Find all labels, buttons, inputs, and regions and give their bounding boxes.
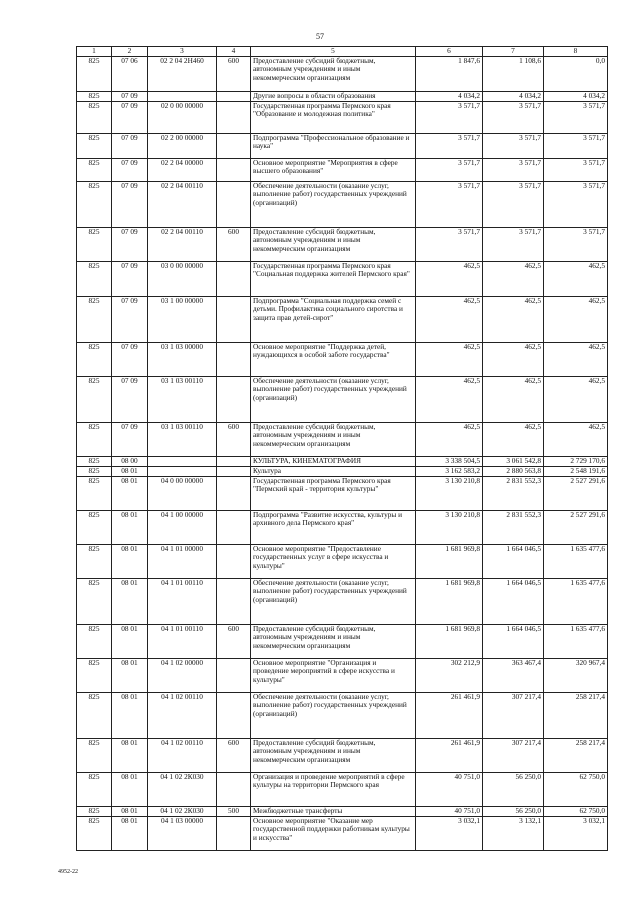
table-row	[77, 578, 608, 624]
expense-type-code: 600	[217, 738, 251, 772]
expense-type-code	[217, 466, 251, 476]
section-code: 07 09	[112, 261, 148, 296]
column-header: 8	[544, 47, 608, 57]
item-name: Основное мероприятие "Организация и проведение мероприятий в сфере искусства и культуры"	[251, 658, 416, 692]
amount-year-3: 62 750,0	[544, 772, 608, 806]
amount-year-2: 462,5	[483, 422, 544, 456]
table-row	[77, 658, 608, 692]
target-article-code: 02 2 04 00110	[148, 227, 217, 261]
ministry-code: 825	[77, 658, 112, 692]
item-name: Предоставление субсидий бюджетным, автономным учреждениям и иным некоммерческим организациям	[251, 422, 416, 456]
expense-type-code	[217, 376, 251, 422]
section-code: 08 01	[112, 692, 148, 738]
target-article-code: 04 1 01 00110	[148, 578, 217, 624]
target-article-code: 04 1 01 00000	[148, 544, 217, 578]
target-article-code: 03 1 03 00000	[148, 342, 217, 376]
amount-year-3: 462,5	[544, 342, 608, 376]
item-name: Обеспечение деятельности (оказание услуг, выполнение работ) государственных учреждений (организаций)	[251, 376, 416, 422]
amount-year-1: 1 847,6	[416, 56, 483, 91]
table-row	[77, 158, 608, 181]
section-code: 07 09	[112, 133, 148, 158]
amount-year-1: 3 571,7	[416, 181, 483, 227]
amount-year-2: 1 664 046,5	[483, 578, 544, 624]
amount-year-2: 3 571,7	[483, 133, 544, 158]
column-header: 2	[112, 47, 148, 57]
ministry-code: 825	[77, 181, 112, 227]
amount-year-3: 2 527 291,6	[544, 476, 608, 510]
item-name: Предоставление субсидий бюджетным, автономным учреждениям и иным некоммерческим организациям	[251, 227, 416, 261]
section-code: 07 09	[112, 376, 148, 422]
section-code: 08 01	[112, 772, 148, 806]
section-code: 07 09	[112, 101, 148, 133]
amount-year-1: 3 130 210,8	[416, 510, 483, 544]
amount-year-2: 3 061 542,8	[483, 456, 544, 466]
table-row	[77, 772, 608, 806]
amount-year-1: 261 461,9	[416, 692, 483, 738]
ministry-code: 825	[77, 342, 112, 376]
table-row	[77, 456, 608, 466]
expense-type-code: 600	[217, 227, 251, 261]
target-article-code: 04 0 00 00000	[148, 476, 217, 510]
target-article-code: 03 1 00 00000	[148, 296, 217, 342]
section-code: 08 01	[112, 476, 148, 510]
amount-year-3: 3 571,7	[544, 158, 608, 181]
amount-year-2: 363 467,4	[483, 658, 544, 692]
expense-type-code	[217, 544, 251, 578]
ministry-code: 825	[77, 91, 112, 101]
target-article-code: 04 1 02 2К030	[148, 772, 217, 806]
expense-type-code	[217, 101, 251, 133]
section-code: 08 00	[112, 456, 148, 466]
section-code: 07 09	[112, 342, 148, 376]
amount-year-2: 3 571,7	[483, 158, 544, 181]
amount-year-1: 302 212,9	[416, 658, 483, 692]
expense-type-code	[217, 342, 251, 376]
ministry-code: 825	[77, 772, 112, 806]
amount-year-3: 3 032,1	[544, 816, 608, 850]
amount-year-1: 462,5	[416, 296, 483, 342]
item-name: Межбюджетные трансферты	[251, 806, 416, 816]
item-name: Другие вопросы в области образования	[251, 91, 416, 101]
target-article-code: 02 2 04 2Н460	[148, 56, 217, 91]
amount-year-1: 3 032,1	[416, 816, 483, 850]
target-article-code: 04 1 00 00000	[148, 510, 217, 544]
expense-type-code	[217, 816, 251, 850]
ministry-code: 825	[77, 816, 112, 850]
footer-code: 4952-22	[58, 869, 78, 875]
item-name: Предоставление субсидий бюджетным, автономным учреждениям и иным некоммерческим организациям	[251, 738, 416, 772]
amount-year-2: 3 132,1	[483, 816, 544, 850]
expense-type-code: 500	[217, 806, 251, 816]
amount-year-2: 307 217,4	[483, 738, 544, 772]
target-article-code: 04 1 03 00000	[148, 816, 217, 850]
page-number: 57	[316, 32, 324, 41]
column-header: 7	[483, 47, 544, 57]
amount-year-3: 258 217,4	[544, 738, 608, 772]
amount-year-3: 462,5	[544, 261, 608, 296]
table-row	[77, 101, 608, 133]
table-row	[77, 816, 608, 850]
expense-type-code: 600	[217, 422, 251, 456]
ministry-code: 825	[77, 158, 112, 181]
target-article-code	[148, 91, 217, 101]
amount-year-3: 2 527 291,6	[544, 510, 608, 544]
item-name: Основное мероприятие "Поддержка детей, нуждающихся в особой заботе государства"	[251, 342, 416, 376]
item-name: Государственная программа Пермского края "Пермский край - территория культуры"	[251, 476, 416, 510]
target-article-code	[148, 456, 217, 466]
ministry-code: 825	[77, 227, 112, 261]
section-code: 08 01	[112, 578, 148, 624]
expense-type-code: 600	[217, 56, 251, 91]
amount-year-1: 3 130 210,8	[416, 476, 483, 510]
expense-type-code	[217, 658, 251, 692]
expense-type-code	[217, 296, 251, 342]
section-code: 07 09	[112, 158, 148, 181]
table-row	[77, 422, 608, 456]
ministry-code: 825	[77, 422, 112, 456]
column-header: 1	[77, 47, 112, 57]
expense-type-code	[217, 510, 251, 544]
amount-year-2: 462,5	[483, 296, 544, 342]
column-header: 3	[148, 47, 217, 57]
expense-type-code	[217, 578, 251, 624]
item-name: Организация и проведение мероприятий в сфере культуры на территории Пермского края	[251, 772, 416, 806]
section-code: 08 01	[112, 806, 148, 816]
amount-year-3: 462,5	[544, 376, 608, 422]
amount-year-1: 1 681 969,8	[416, 578, 483, 624]
item-name: Обеспечение деятельности (оказание услуг, выполнение работ) государственных учреждений (организаций)	[251, 181, 416, 227]
target-article-code: 04 1 02 00110	[148, 738, 217, 772]
amount-year-3: 2 729 170,6	[544, 456, 608, 466]
target-article-code: 04 1 01 00110	[148, 624, 217, 658]
item-name: Подпрограмма "Профессиональное образование и наука"	[251, 133, 416, 158]
ministry-code: 825	[77, 738, 112, 772]
amount-year-1: 3 571,7	[416, 101, 483, 133]
amount-year-2: 462,5	[483, 261, 544, 296]
section-code: 08 01	[112, 738, 148, 772]
target-article-code: 03 1 03 00110	[148, 376, 217, 422]
amount-year-3: 4 034,2	[544, 91, 608, 101]
budget-table	[76, 46, 608, 851]
expense-type-code: 600	[217, 624, 251, 658]
table-row	[77, 227, 608, 261]
header-row	[77, 47, 608, 57]
item-name: Обеспечение деятельности (оказание услуг, выполнение работ) государственных учреждений (организаций)	[251, 692, 416, 738]
target-article-code: 02 0 00 00000	[148, 101, 217, 133]
table-row	[77, 342, 608, 376]
amount-year-2: 462,5	[483, 376, 544, 422]
ministry-code: 825	[77, 56, 112, 91]
amount-year-3: 2 548 191,6	[544, 466, 608, 476]
table-row	[77, 261, 608, 296]
amount-year-2: 2 831 552,3	[483, 476, 544, 510]
section-code: 08 01	[112, 544, 148, 578]
section-code: 07 09	[112, 91, 148, 101]
amount-year-1: 40 751,0	[416, 772, 483, 806]
ministry-code: 825	[77, 456, 112, 466]
table-row	[77, 624, 608, 658]
amount-year-2: 3 571,7	[483, 227, 544, 261]
target-article-code: 02 2 04 00110	[148, 181, 217, 227]
item-name: Подпрограмма "Развитие искусства, культуры и архивного дела Пермского края"	[251, 510, 416, 544]
ministry-code: 825	[77, 101, 112, 133]
target-article-code	[148, 466, 217, 476]
target-article-code: 03 1 03 00110	[148, 422, 217, 456]
target-article-code: 03 0 00 00000	[148, 261, 217, 296]
item-name: Культура	[251, 466, 416, 476]
table-row	[77, 544, 608, 578]
amount-year-2: 3 571,7	[483, 101, 544, 133]
amount-year-1: 462,5	[416, 342, 483, 376]
section-code: 08 01	[112, 466, 148, 476]
column-header: 4	[217, 47, 251, 57]
item-name: Обеспечение деятельности (оказание услуг, выполнение работ) государственных учреждений (организаций)	[251, 578, 416, 624]
amount-year-3: 1 635 477,6	[544, 578, 608, 624]
amount-year-3: 3 571,7	[544, 227, 608, 261]
table-row	[77, 376, 608, 422]
ministry-code: 825	[77, 376, 112, 422]
target-article-code: 02 2 00 00000	[148, 133, 217, 158]
table-row	[77, 510, 608, 544]
expense-type-code	[217, 158, 251, 181]
table-row	[77, 692, 608, 738]
item-name: Основное мероприятие "Предоставление государственных услуг в сфере искусства и культуры"	[251, 544, 416, 578]
ministry-code: 825	[77, 133, 112, 158]
ministry-code: 825	[77, 578, 112, 624]
table-row	[77, 296, 608, 342]
amount-year-2: 1 664 046,5	[483, 624, 544, 658]
item-name: Основное мероприятие "Оказание мер государственной поддержки работникам культуры и искусства"	[251, 816, 416, 850]
amount-year-3: 62 750,0	[544, 806, 608, 816]
item-name: Основное мероприятие "Мероприятия в сфере высшего образования"	[251, 158, 416, 181]
expense-type-code	[217, 91, 251, 101]
expense-type-code	[217, 692, 251, 738]
amount-year-2: 2 831 552,3	[483, 510, 544, 544]
ministry-code: 825	[77, 544, 112, 578]
amount-year-2: 2 880 563,8	[483, 466, 544, 476]
ministry-code: 825	[77, 692, 112, 738]
amount-year-2: 307 217,4	[483, 692, 544, 738]
ministry-code: 825	[77, 466, 112, 476]
amount-year-2: 462,5	[483, 342, 544, 376]
item-name: Предоставление субсидий бюджетным, автономным учреждениям и иным некоммерческим организациям	[251, 56, 416, 91]
amount-year-3: 3 571,7	[544, 101, 608, 133]
amount-year-1: 1 681 969,8	[416, 624, 483, 658]
section-code: 07 09	[112, 422, 148, 456]
amount-year-2: 1 108,6	[483, 56, 544, 91]
ministry-code: 825	[77, 624, 112, 658]
table-row	[77, 181, 608, 227]
target-article-code: 04 1 02 2К030	[148, 806, 217, 816]
target-article-code: 04 1 02 00000	[148, 658, 217, 692]
amount-year-2: 56 250,0	[483, 772, 544, 806]
item-name: Государственная программа Пермского края "Образование и молодежная политика"	[251, 101, 416, 133]
section-code: 08 01	[112, 624, 148, 658]
table-row	[77, 466, 608, 476]
ministry-code: 825	[77, 296, 112, 342]
section-code: 07 09	[112, 181, 148, 227]
amount-year-2: 4 034,2	[483, 91, 544, 101]
section-code: 08 01	[112, 510, 148, 544]
column-header: 6	[416, 47, 483, 57]
expense-type-code	[217, 261, 251, 296]
amount-year-3: 3 571,7	[544, 133, 608, 158]
amount-year-1: 40 751,0	[416, 806, 483, 816]
amount-year-1: 462,5	[416, 422, 483, 456]
item-name: Подпрограмма "Социальная поддержка семей с детьми. Профилактика социального сиротства и защита прав детей-сирот"	[251, 296, 416, 342]
expense-type-code	[217, 181, 251, 227]
amount-year-3: 1 635 477,6	[544, 544, 608, 578]
target-article-code: 02 2 04 00000	[148, 158, 217, 181]
expense-type-code	[217, 133, 251, 158]
amount-year-3: 1 635 477,6	[544, 624, 608, 658]
expense-type-code	[217, 476, 251, 510]
amount-year-1: 3 571,7	[416, 227, 483, 261]
amount-year-3: 3 571,7	[544, 181, 608, 227]
amount-year-3: 258 217,4	[544, 692, 608, 738]
column-header: 5	[251, 47, 416, 57]
amount-year-1: 3 338 504,5	[416, 456, 483, 466]
section-code: 08 01	[112, 658, 148, 692]
table-row	[77, 806, 608, 816]
section-code: 08 01	[112, 816, 148, 850]
amount-year-3: 320 967,4	[544, 658, 608, 692]
table-row	[77, 476, 608, 510]
amount-year-3: 0,0	[544, 56, 608, 91]
table-row	[77, 738, 608, 772]
section-code: 07 09	[112, 296, 148, 342]
target-article-code: 04 1 02 00110	[148, 692, 217, 738]
amount-year-1: 462,5	[416, 376, 483, 422]
amount-year-1: 462,5	[416, 261, 483, 296]
amount-year-3: 462,5	[544, 422, 608, 456]
amount-year-3: 462,5	[544, 296, 608, 342]
item-name: Предоставление субсидий бюджетным, автономным учреждениям и иным некоммерческим организациям	[251, 624, 416, 658]
table-row	[77, 91, 608, 101]
amount-year-1: 261 461,9	[416, 738, 483, 772]
amount-year-1: 4 034,2	[416, 91, 483, 101]
expense-type-code	[217, 456, 251, 466]
ministry-code: 825	[77, 806, 112, 816]
amount-year-1: 1 681 969,8	[416, 544, 483, 578]
item-name: Государственная программа Пермского края "Социальная поддержка жителей Пермского края"	[251, 261, 416, 296]
section-code: 07 06	[112, 56, 148, 91]
amount-year-2: 56 250,0	[483, 806, 544, 816]
expense-type-code	[217, 772, 251, 806]
table-row	[77, 56, 608, 91]
item-name: КУЛЬТУРА, КИНЕМАТОГРАФИЯ	[251, 456, 416, 466]
section-code: 07 09	[112, 227, 148, 261]
amount-year-1: 3 571,7	[416, 158, 483, 181]
ministry-code: 825	[77, 476, 112, 510]
amount-year-1: 3 162 583,2	[416, 466, 483, 476]
ministry-code: 825	[77, 261, 112, 296]
amount-year-2: 3 571,7	[483, 181, 544, 227]
table-row	[77, 133, 608, 158]
ministry-code: 825	[77, 510, 112, 544]
amount-year-1: 3 571,7	[416, 133, 483, 158]
amount-year-2: 1 664 046,5	[483, 544, 544, 578]
